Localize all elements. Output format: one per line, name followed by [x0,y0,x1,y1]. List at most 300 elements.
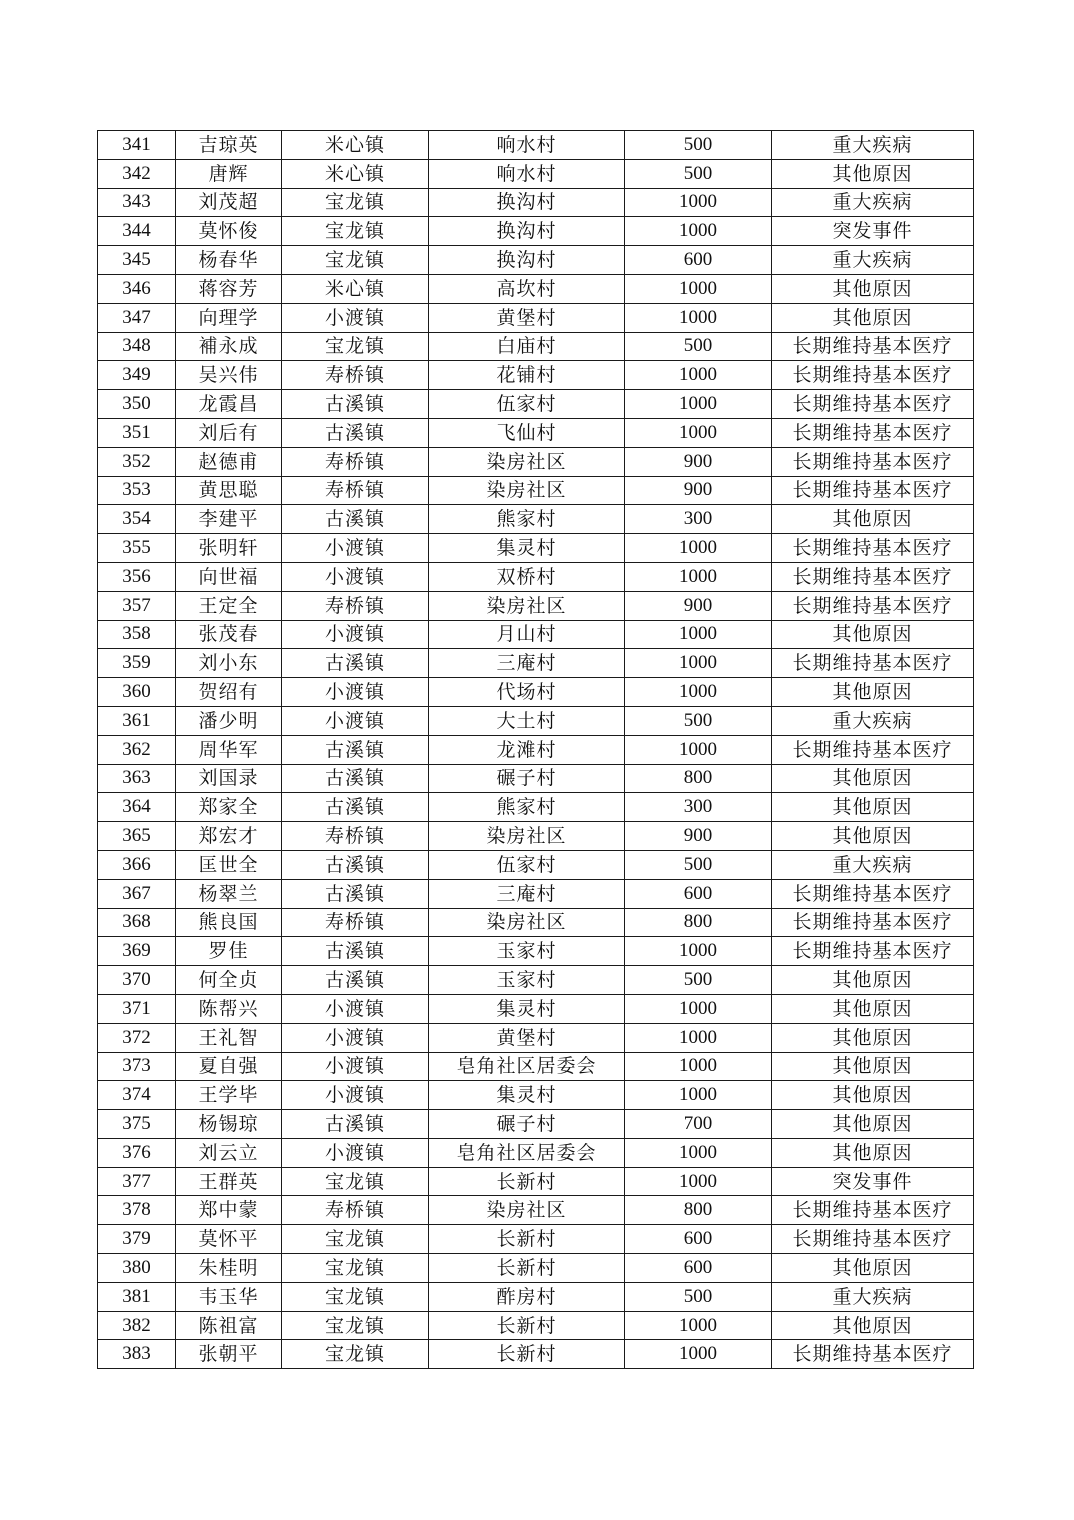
cell-no: 345 [98,246,176,275]
cell-reason: 其他原因 [772,822,974,851]
cell-reason: 其他原因 [772,994,974,1023]
cell-no: 352 [98,447,176,476]
cell-reason: 长期维持基本医疗 [772,390,974,419]
cell-amount: 500 [625,1282,772,1311]
cell-amount: 1000 [625,937,772,966]
cell-amount: 1000 [625,1311,772,1340]
cell-village: 双桥村 [429,562,625,591]
cell-reason: 其他原因 [772,159,974,188]
table-row [98,1167,974,1196]
cell-reason: 长期维持基本医疗 [772,562,974,591]
cell-no: 375 [98,1110,176,1139]
cell-no: 366 [98,850,176,879]
cell-name: 唐辉 [176,159,282,188]
cell-town: 米心镇 [282,274,429,303]
cell-village: 酢房村 [429,1282,625,1311]
cell-amount: 500 [625,850,772,879]
cell-amount: 600 [625,1254,772,1283]
cell-reason: 长期维持基本医疗 [772,908,974,937]
cell-amount: 600 [625,246,772,275]
cell-no: 358 [98,620,176,649]
table-row [98,1282,974,1311]
cell-no: 342 [98,159,176,188]
cell-name: 蒋容芳 [176,274,282,303]
cell-amount: 1000 [625,534,772,563]
cell-reason: 其他原因 [772,274,974,303]
cell-village: 碾子村 [429,764,625,793]
cell-town: 古溪镇 [282,418,429,447]
cell-amount: 800 [625,1196,772,1225]
cell-reason: 其他原因 [772,764,974,793]
cell-no: 341 [98,131,176,160]
table-row [98,1225,974,1254]
cell-no: 383 [98,1340,176,1369]
cell-amount: 1000 [625,562,772,591]
cell-town: 宝龙镇 [282,1254,429,1283]
cell-reason: 其他原因 [772,1052,974,1081]
cell-name: 杨春华 [176,246,282,275]
table-row [98,793,974,822]
cell-name: 王群英 [176,1167,282,1196]
cell-town: 古溪镇 [282,793,429,822]
cell-town: 小渡镇 [282,562,429,591]
cell-no: 343 [98,188,176,217]
cell-no: 347 [98,303,176,332]
cell-no: 355 [98,534,176,563]
cell-amount: 1000 [625,1052,772,1081]
cell-amount: 900 [625,447,772,476]
cell-town: 小渡镇 [282,1023,429,1052]
cell-no: 350 [98,390,176,419]
cell-no: 359 [98,649,176,678]
table-row [98,217,974,246]
cell-village: 熊家村 [429,505,625,534]
cell-name: 杨锡琼 [176,1110,282,1139]
cell-no: 382 [98,1311,176,1340]
table-row [98,735,974,764]
table-row [98,678,974,707]
cell-reason: 长期维持基本医疗 [772,476,974,505]
cell-town: 宝龙镇 [282,217,429,246]
cell-name: 李建平 [176,505,282,534]
table-row [98,764,974,793]
cell-town: 古溪镇 [282,649,429,678]
cell-village: 碾子村 [429,1110,625,1139]
cell-amount: 600 [625,879,772,908]
cell-name: 刘国录 [176,764,282,793]
cell-reason: 长期维持基本医疗 [772,534,974,563]
cell-no: 364 [98,793,176,822]
cell-village: 长新村 [429,1254,625,1283]
cell-town: 古溪镇 [282,850,429,879]
cell-name: 補永成 [176,332,282,361]
cell-no: 372 [98,1023,176,1052]
cell-town: 小渡镇 [282,1138,429,1167]
cell-village: 玉家村 [429,937,625,966]
cell-no: 368 [98,908,176,937]
cell-name: 龙霞昌 [176,390,282,419]
cell-reason: 突发事件 [772,217,974,246]
cell-no: 379 [98,1225,176,1254]
cell-amount: 1000 [625,390,772,419]
cell-amount: 1000 [625,274,772,303]
cell-village: 皂角社区居委会 [429,1138,625,1167]
cell-town: 寿桥镇 [282,361,429,390]
cell-amount: 300 [625,793,772,822]
cell-reason: 其他原因 [772,620,974,649]
cell-village: 龙滩村 [429,735,625,764]
cell-town: 小渡镇 [282,706,429,735]
cell-village: 代场村 [429,678,625,707]
cell-name: 陈帮兴 [176,994,282,1023]
cell-no: 351 [98,418,176,447]
cell-reason: 重大疾病 [772,1282,974,1311]
table-row [98,303,974,332]
cell-town: 小渡镇 [282,303,429,332]
cell-village: 染房社区 [429,591,625,620]
cell-village: 集灵村 [429,1081,625,1110]
table-row [98,850,974,879]
cell-name: 朱桂明 [176,1254,282,1283]
cell-reason: 其他原因 [772,505,974,534]
cell-town: 古溪镇 [282,764,429,793]
cell-name: 夏自强 [176,1052,282,1081]
cell-amount: 500 [625,332,772,361]
cell-name: 莫怀平 [176,1225,282,1254]
cell-town: 小渡镇 [282,620,429,649]
table-row [98,1110,974,1139]
cell-village: 长新村 [429,1340,625,1369]
cell-no: 378 [98,1196,176,1225]
relief-table-body [98,131,974,1369]
table-row [98,447,974,476]
cell-village: 染房社区 [429,1196,625,1225]
cell-name: 莫怀俊 [176,217,282,246]
cell-amount: 1000 [625,735,772,764]
cell-reason: 其他原因 [772,793,974,822]
cell-town: 小渡镇 [282,1081,429,1110]
table-row [98,966,974,995]
table-row [98,534,974,563]
cell-town: 宝龙镇 [282,188,429,217]
table-row [98,994,974,1023]
cell-town: 古溪镇 [282,505,429,534]
cell-town: 小渡镇 [282,994,429,1023]
cell-village: 黄堡村 [429,1023,625,1052]
cell-reason: 长期维持基本医疗 [772,418,974,447]
cell-town: 寿桥镇 [282,591,429,620]
cell-amount: 500 [625,131,772,160]
cell-reason: 长期维持基本医疗 [772,1196,974,1225]
table-row [98,390,974,419]
cell-village: 飞仙村 [429,418,625,447]
cell-town: 小渡镇 [282,1052,429,1081]
cell-name: 刘后有 [176,418,282,447]
cell-name: 罗佳 [176,937,282,966]
cell-town: 古溪镇 [282,735,429,764]
cell-reason: 其他原因 [772,678,974,707]
cell-village: 响水村 [429,159,625,188]
cell-town: 古溪镇 [282,390,429,419]
cell-name: 张明轩 [176,534,282,563]
table-row [98,822,974,851]
cell-village: 集灵村 [429,994,625,1023]
cell-town: 古溪镇 [282,966,429,995]
cell-village: 皂角社区居委会 [429,1052,625,1081]
cell-village: 染房社区 [429,822,625,851]
cell-town: 宝龙镇 [282,246,429,275]
cell-reason: 其他原因 [772,1110,974,1139]
cell-village: 染房社区 [429,476,625,505]
cell-amount: 1000 [625,994,772,1023]
cell-town: 寿桥镇 [282,822,429,851]
cell-village: 染房社区 [429,908,625,937]
cell-no: 376 [98,1138,176,1167]
cell-reason: 重大疾病 [772,246,974,275]
cell-amount: 1000 [625,1340,772,1369]
table-row [98,649,974,678]
cell-town: 小渡镇 [282,678,429,707]
cell-name: 黄思聪 [176,476,282,505]
cell-no: 381 [98,1282,176,1311]
cell-name: 吴兴伟 [176,361,282,390]
cell-reason: 长期维持基本医疗 [772,1225,974,1254]
cell-village: 白庙村 [429,332,625,361]
table-row [98,332,974,361]
cell-village: 黄堡村 [429,303,625,332]
table-row [98,937,974,966]
cell-amount: 1000 [625,1023,772,1052]
cell-reason: 长期维持基本医疗 [772,332,974,361]
table-row [98,1052,974,1081]
cell-name: 王学毕 [176,1081,282,1110]
cell-no: 365 [98,822,176,851]
cell-town: 古溪镇 [282,937,429,966]
cell-name: 周华军 [176,735,282,764]
cell-village: 长新村 [429,1311,625,1340]
cell-no: 373 [98,1052,176,1081]
cell-village: 三庵村 [429,879,625,908]
table-row [98,879,974,908]
cell-reason: 长期维持基本医疗 [772,735,974,764]
cell-reason: 长期维持基本医疗 [772,1340,974,1369]
cell-name: 熊良国 [176,908,282,937]
table-row [98,908,974,937]
cell-name: 赵德甫 [176,447,282,476]
cell-reason: 其他原因 [772,1254,974,1283]
cell-reason: 长期维持基本医疗 [772,591,974,620]
cell-name: 郑中蒙 [176,1196,282,1225]
cell-amount: 1000 [625,217,772,246]
cell-village: 集灵村 [429,534,625,563]
cell-no: 354 [98,505,176,534]
cell-village: 换沟村 [429,217,625,246]
cell-reason: 重大疾病 [772,850,974,879]
table-row [98,159,974,188]
cell-town: 宝龙镇 [282,1167,429,1196]
cell-reason: 其他原因 [772,1081,974,1110]
cell-reason: 其他原因 [772,1311,974,1340]
cell-name: 王礼智 [176,1023,282,1052]
cell-name: 陈祖富 [176,1311,282,1340]
cell-amount: 1000 [625,678,772,707]
cell-no: 380 [98,1254,176,1283]
cell-name: 张茂春 [176,620,282,649]
cell-reason: 重大疾病 [772,188,974,217]
cell-amount: 300 [625,505,772,534]
cell-reason: 其他原因 [772,1138,974,1167]
table-row [98,361,974,390]
cell-town: 寿桥镇 [282,447,429,476]
cell-village: 高坎村 [429,274,625,303]
cell-name: 王定全 [176,591,282,620]
cell-name: 韦玉华 [176,1282,282,1311]
table-row [98,1023,974,1052]
table-row [98,1081,974,1110]
cell-reason: 重大疾病 [772,706,974,735]
cell-amount: 500 [625,966,772,995]
cell-village: 大土村 [429,706,625,735]
table-row [98,476,974,505]
cell-village: 熊家村 [429,793,625,822]
cell-name: 郑宏才 [176,822,282,851]
cell-name: 吉琼英 [176,131,282,160]
cell-name: 向理学 [176,303,282,332]
cell-no: 361 [98,706,176,735]
cell-amount: 600 [625,1225,772,1254]
cell-no: 353 [98,476,176,505]
cell-town: 米心镇 [282,131,429,160]
cell-amount: 1000 [625,188,772,217]
cell-name: 郑家全 [176,793,282,822]
cell-amount: 900 [625,476,772,505]
cell-village: 三庵村 [429,649,625,678]
table-row [98,505,974,534]
cell-amount: 1000 [625,303,772,332]
cell-reason: 其他原因 [772,303,974,332]
cell-town: 米心镇 [282,159,429,188]
cell-name: 向世福 [176,562,282,591]
table-row [98,1196,974,1225]
cell-village: 换沟村 [429,188,625,217]
cell-village: 长新村 [429,1225,625,1254]
cell-amount: 1000 [625,1081,772,1110]
cell-amount: 900 [625,591,772,620]
cell-town: 古溪镇 [282,879,429,908]
cell-amount: 500 [625,159,772,188]
cell-name: 潘少明 [176,706,282,735]
cell-no: 349 [98,361,176,390]
cell-town: 宝龙镇 [282,1225,429,1254]
cell-village: 换沟村 [429,246,625,275]
cell-village: 长新村 [429,1167,625,1196]
cell-no: 367 [98,879,176,908]
cell-town: 小渡镇 [282,534,429,563]
table-row [98,246,974,275]
cell-reason: 长期维持基本医疗 [772,361,974,390]
cell-amount: 1000 [625,418,772,447]
cell-no: 360 [98,678,176,707]
cell-no: 346 [98,274,176,303]
cell-amount: 800 [625,908,772,937]
cell-reason: 长期维持基本医疗 [772,447,974,476]
cell-amount: 1000 [625,1138,772,1167]
cell-no: 363 [98,764,176,793]
cell-reason: 重大疾病 [772,131,974,160]
cell-amount: 700 [625,1110,772,1139]
cell-town: 古溪镇 [282,1110,429,1139]
cell-name: 张朝平 [176,1340,282,1369]
cell-town: 宝龙镇 [282,332,429,361]
cell-village: 伍家村 [429,390,625,419]
cell-town: 寿桥镇 [282,908,429,937]
cell-no: 344 [98,217,176,246]
cell-amount: 800 [625,764,772,793]
cell-village: 响水村 [429,131,625,160]
table-row [98,1138,974,1167]
cell-amount: 1000 [625,649,772,678]
table-row [98,1311,974,1340]
cell-reason: 长期维持基本医疗 [772,879,974,908]
cell-name: 刘云立 [176,1138,282,1167]
cell-village: 玉家村 [429,966,625,995]
cell-town: 宝龙镇 [282,1340,429,1369]
cell-amount: 1000 [625,361,772,390]
cell-no: 377 [98,1167,176,1196]
table-row [98,418,974,447]
cell-reason: 长期维持基本医疗 [772,649,974,678]
cell-no: 357 [98,591,176,620]
cell-reason: 其他原因 [772,1023,974,1052]
cell-name: 何全贞 [176,966,282,995]
cell-reason: 其他原因 [772,966,974,995]
cell-village: 花铺村 [429,361,625,390]
cell-no: 362 [98,735,176,764]
cell-amount: 1000 [625,1167,772,1196]
cell-town: 寿桥镇 [282,476,429,505]
cell-name: 杨翠兰 [176,879,282,908]
cell-amount: 1000 [625,620,772,649]
table-row [98,620,974,649]
cell-town: 宝龙镇 [282,1282,429,1311]
cell-village: 染房社区 [429,447,625,476]
cell-reason: 长期维持基本医疗 [772,937,974,966]
cell-name: 匡世全 [176,850,282,879]
cell-town: 宝龙镇 [282,1311,429,1340]
cell-name: 刘茂超 [176,188,282,217]
table-row [98,1254,974,1283]
table-row [98,1340,974,1369]
table-row [98,131,974,160]
cell-no: 369 [98,937,176,966]
table-row [98,591,974,620]
cell-village: 月山村 [429,620,625,649]
cell-amount: 500 [625,706,772,735]
cell-no: 356 [98,562,176,591]
table-row [98,706,974,735]
cell-no: 370 [98,966,176,995]
table-row [98,274,974,303]
cell-village: 伍家村 [429,850,625,879]
cell-no: 374 [98,1081,176,1110]
cell-reason: 突发事件 [772,1167,974,1196]
relief-table [97,130,974,1369]
cell-amount: 900 [625,822,772,851]
cell-name: 刘小东 [176,649,282,678]
table-row [98,188,974,217]
cell-no: 348 [98,332,176,361]
cell-town: 寿桥镇 [282,1196,429,1225]
